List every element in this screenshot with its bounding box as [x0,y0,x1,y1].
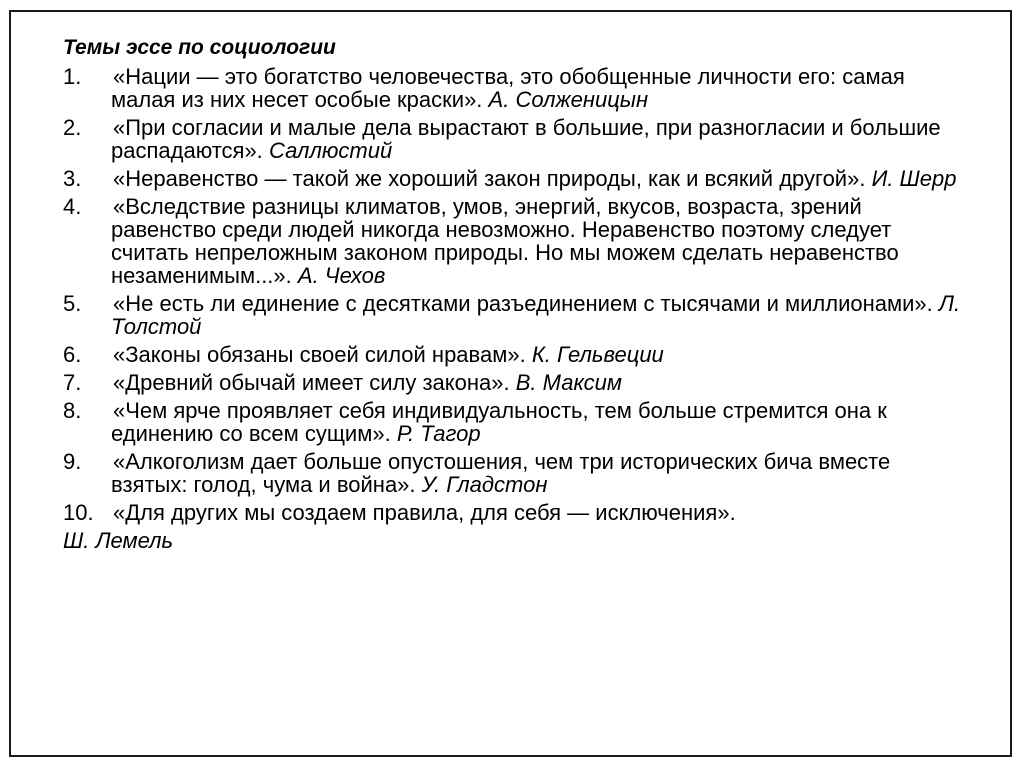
item-number: 6. [63,342,82,367]
list-item [63,450,963,496]
item-number: 4. [63,194,82,219]
item-number: 10. [63,500,94,525]
item-quote: «При согласии и малые дела вырастают в большие, при разногласии и большие распадаются». [111,115,941,163]
item-number: 1. [63,64,82,89]
topics-list [63,65,963,524]
list-item [63,167,963,190]
item-quote: «Древний обычай имеет силу закона». [113,370,510,395]
item-quote: «Нации — это богатство человечества, это обобщенные личности его: самая малая из них несет особые краски». [111,64,905,112]
item-author: Р. Тагор [396,421,481,446]
item-quote: «Чем ярче проявляет себя индивидуальность, тем больше стремится она к единению со всем сущим». [111,398,887,446]
list-item [63,292,963,338]
list-item [63,501,963,524]
slide-content [63,34,963,552]
list-item [63,116,963,162]
item-quote: «Не есть ли единение с десятками разъединением с тысячами и миллионами». [113,291,933,316]
item-author: И. Шерр [871,166,957,191]
list-item [63,343,963,366]
item-author: Саллюстий [268,138,393,163]
item-author: К. Гельвеции [531,342,664,367]
item-number: 9. [63,449,82,474]
item-quote: «Для других мы создаем правила, для себя — исключения». [113,500,736,525]
item-author: А. Солженицын [488,87,649,112]
list-item [63,371,963,394]
item-number: 8. [63,398,82,423]
item-quote: «Вследствие разницы климатов, умов, энергий, вкусов, возраста, зрений равенство среди людей никогда невозможно. Неравенство поэтому следует считать непреложным законом природы. Но мы можем сделать неравенство незаменимым...». [111,194,899,288]
item-number: 2. [63,115,82,140]
item-author: У. Гладстон [421,472,548,497]
item-quote: «Алкоголизм дает больше опустошения, чем три исторических бича вместе взятых: голод, чума и война». [111,449,891,497]
list-item [63,399,963,445]
item-author: В. Максим [515,370,622,395]
item-quote: «Неравенство — такой же хороший закон природы, как и всякий другой». [113,166,866,191]
list-item [63,65,963,111]
item-number: 7. [63,370,82,395]
slide-frame [9,10,1012,757]
list-item [63,195,963,287]
item-number: 3. [63,166,82,191]
item-10-author: Ш. Лемель [63,528,174,553]
item-number: 5. [63,291,82,316]
item-author: А. Чехов [297,263,386,288]
item-author: Л. Толстой [111,291,961,339]
page-title: Темы эссе по социологии [63,36,336,59]
item-quote: «Законы обязаны своей силой нравам». [113,342,526,367]
